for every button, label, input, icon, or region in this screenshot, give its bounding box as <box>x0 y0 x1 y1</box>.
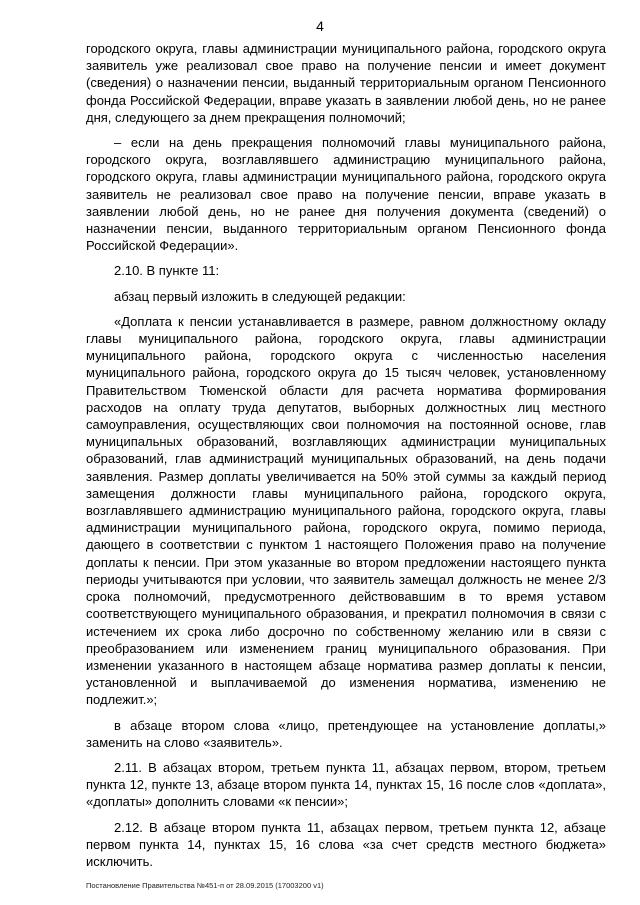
paragraph-replacement: в абзаце втором слова «лицо, претендующее на установление доплаты,» заменить на слово «заявитель». <box>86 717 606 750</box>
paragraph-clause-2-10: 2.10. В пункте 11: <box>114 263 220 279</box>
page-number: 4 <box>316 18 324 34</box>
paragraph-dash-item: – если на день прекращения полномочий главы муниципального района, городского округа, возглавлявшего администрацию муниципального района, городского округа, главы администрации муниципального района, городского округа заявитель не реализовал свое право на получение пенсии, вправе указать в заявлении любой день, но не ранее дня получения документа (сведений) о назначении пенсии, выданного территориальным органом Пенсионного фонда Российской Федерации». <box>86 135 606 254</box>
paragraph-quoted-text: «Доплата к пенсии устанавливается в размере, равном должностному окладу главы муниципального района, городского округа, главы администрации муниципального района, городского округа с численностью населения муниципального района, городского округа до 15 тысяч человек, установленному Правительством Тюменской области для расчета норматива формирования расходов на оплату труда депутатов, выборных должностных лиц местного самоуправления, осуществляющих свои полномочия на постоянной основе, глав муниципальных образований, возглавляющих администрации муниципальных образований, глав администраций муниципальных образований, на день подачи заявления. Размер доплаты увеличивается на 50% этой суммы за каждый период замещения должности главы муниципального района, городского округа, возглавлявшего администрацию муниципального района, городского округа, главы администрации муниципального района, городского округа, помимо периода, дающего в соответствии с пунктом 1 настоящего Положения право на получение доплаты к пенсии. При этом указанные во втором предложении настоящего пункта периоды учитываются при условии, что заявитель замещал должность не менее 2/3 срока полномочий, предусмотренного действовавшим в то время уставом соответствующего муниципального образования, и прекратил полномочия в связи с истечением их срока либо досрочно по собственному желанию или в связи с преобразованием или изменением границ муниципального образования. При изменении указанного в настоящем абзаце норматива размер доплаты к пенсии, установленной и выплачиваемой до изменения норматива, изменению не подлежит.»; <box>86 313 606 708</box>
document-footer: Постановление Правительства №451-п от 28.09.2015 (17003200 v1) <box>86 881 324 890</box>
paragraph-clause-2-12: 2.12. В абзаце втором пункта 11, абзацах первом, третьем пункта 12, абзаце первом пункта 14, пунктах 15, 16 слова «за счет средств местного бюджета» исключить. <box>86 819 606 869</box>
paragraph-instruction: абзац первый изложить в следующей редакции: <box>114 288 406 304</box>
paragraph-clause-2-11: 2.11. В абзацах втором, третьем пункта 11, абзацах первом, втором, третьем пункта 12, пункте 13, абзаце втором пункта 14, пунктах 15, 16 после слов «доплата», «доплаты» дополнить словами «к пенсии»; <box>86 759 606 810</box>
document-body <box>86 40 606 870</box>
paragraph-continuation: городского округа, главы администрации муниципального района, городского округа заявитель уже реализовал свое право на получение пенсии и имеет документ (сведения) о назначении пенсии, выданный территориальным органом Пенсионного фонда Российской Федерации, вправе указать в заявлении любой день, но не ранее дня, следующего за днем прекращения полномочий; <box>86 41 606 125</box>
